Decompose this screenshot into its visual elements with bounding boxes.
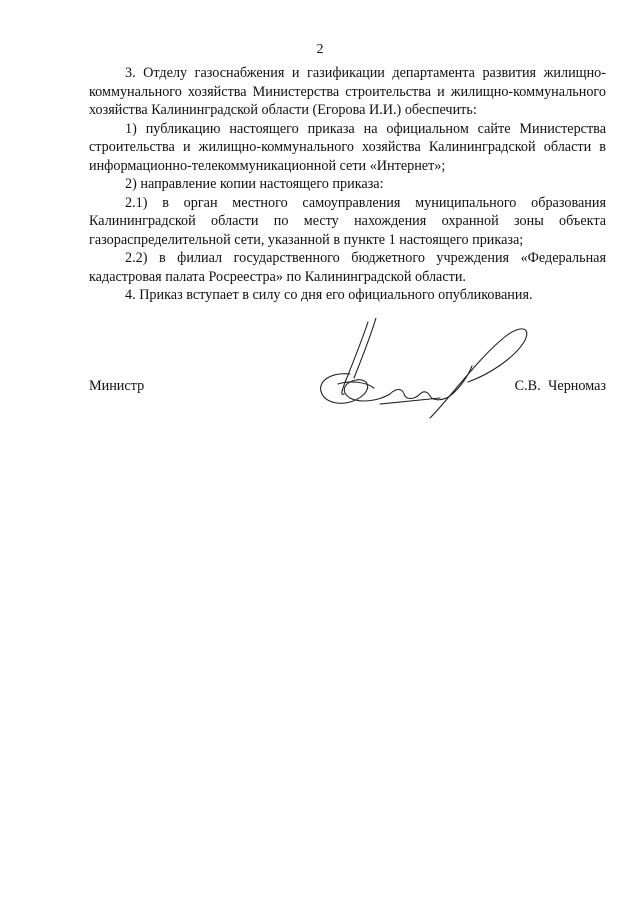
document-body: [89, 64, 606, 305]
signatory-title: Министр: [89, 378, 145, 394]
paragraph-item-3-2-2: 2.2) в филиал государственного бюджетного учреждения «Федеральная кадастровая палата Росреестра» по Калининградской области.: [89, 250, 606, 285]
signatory-name: С.В. Черномаз: [514, 378, 606, 394]
paragraph-item-3-2: 2) направление копии настоящего приказа:: [125, 176, 384, 192]
paragraph-item-3-1: 1) публикацию настоящего приказа на официальном сайте Министерства строительства и жилищно-коммунального хозяйства Калининградской области в информационно-телекоммуникационной сети «Интернет»;: [89, 120, 606, 174]
page-number: 2: [316, 42, 324, 57]
paragraph-item-4: 4. Приказ вступает в силу со дня его официального опубликования.: [125, 287, 533, 303]
paragraph-item-3: 3. Отделу газоснабжения и газификации департамента развития жилищно-коммунального хозяйства Министерства строительства и жилищно-коммунального хозяйства Калининградской области (Егорова И.И.) обеспечить:: [89, 65, 606, 118]
paragraph-item-3-2-1: 2.1) в орган местного самоуправления муниципального образования Калининградской области по месту нахождения охранной зоны объекта газораспределительной сети, указанной в пункте 1 настоящего приказа;: [89, 194, 606, 248]
handwritten-signature: [310, 318, 535, 428]
signature-block: [89, 376, 606, 396]
